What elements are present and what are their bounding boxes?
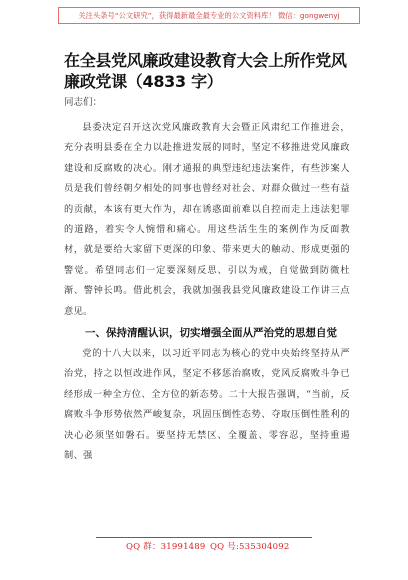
footer-rule [96,537,312,538]
document-title: 在全县党风廉政建设教育大会上所作党风廉政党课（4833 字） [64,51,347,91]
section-1-paragraph: 党的十八大以来，以习近平同志为核心的党中央始终坚持从严治党，持之以恒改进作风，坚定不移惩治腐败，党风反腐败斗争已经形成一种全方位、全方位的新态势。二十大报告强调，“当前，反腐败斗争形势依然严峻复杂，巩固压倒性态势、夺取压倒性胜利的决心必须坚如磐石。要坚持无禁区、全覆盖、零容忍，坚持重遏制、强 [64,348,350,462]
salutation: 同志们： [64,97,103,108]
intro-paragraph: 县委决定召开这次党风廉政教育大会暨正风肃纪工作推进会，充分表明县委在全力以赴推进发展的同时，坚定不移推进党风廉政建设和反腐败的决心。刚才通报的典型违纪违法案件，有些涉案人员是我们曾经朝夕相处的同事也曾经对社会、对群众做过一些有益的贡献，本该有更大作为，却在诱惑面前难以自控而走上违法犯罪的道路，着实令人惋惜和痛心。用这些活生生的案例作为反面教材，就是要给大家留下更深的印象、带来更大的触动、形成更强的警觉。希望同志们一定要深刻反思、引以为戒，自觉做到防微杜渐、警钟长鸣。借此机会，我就加强我县党风廉政建设工作讲三点意见。 [64,122,350,317]
page-footer [0,536,408,550]
watermark-banner: 关注头条号“公文研究”，获得最新最全最专业的公文资料库！ 微信：gongwenyj [58,7,360,24]
document-body [64,118,350,467]
footer-qq-group: QQ 群：31991489 [126,542,206,552]
section-heading-1: 一、保持清醒认识，切实增强全面从严治党的思想自觉 [85,327,337,340]
footer-qq-number: QQ 号:535304092 [210,542,290,552]
